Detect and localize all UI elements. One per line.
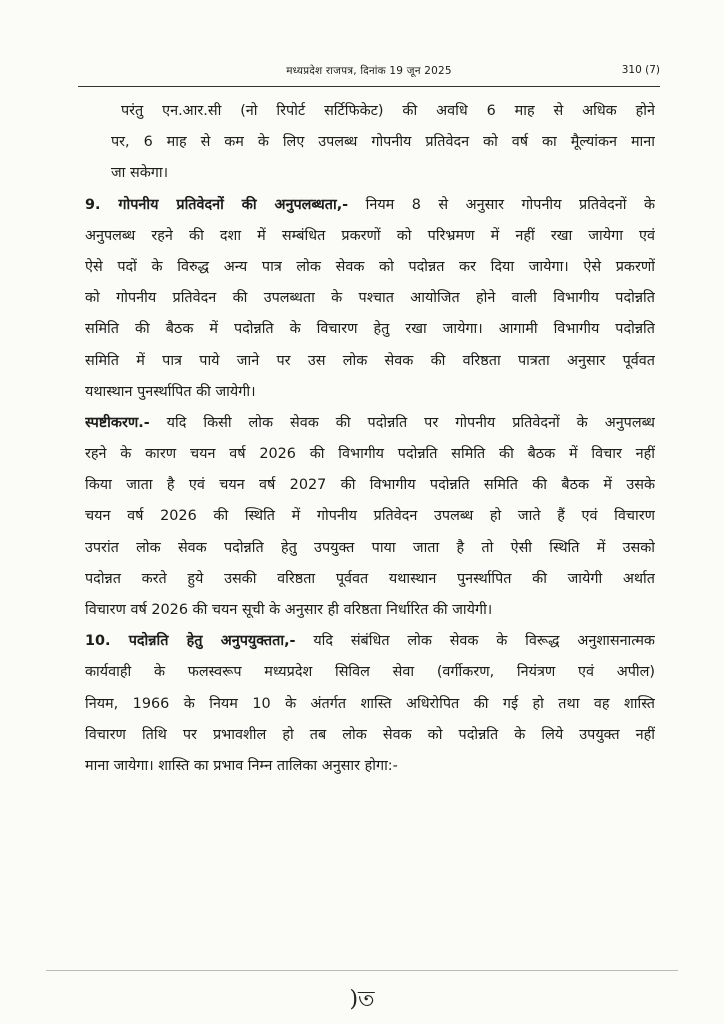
clarification-heading: स्पष्टीकरण.- — [85, 414, 150, 431]
gazette-title: मध्यप्रदेश राजपत्र, दिनांक 19 जून 2025 — [286, 65, 452, 77]
section-10-line: कार्यवाही के फलस्वरूप मध्यप्रदेश सिविल सेवा (वर्गीकरण, नियंत्रण एवं अपील) — [85, 664, 655, 681]
page-number: 310 (7) — [621, 64, 660, 76]
proviso-line: परंतु एन.आर.सी (नो रिपोर्ट सर्टिफिकेट) की अवधि 6 माह से अधिक होने — [121, 103, 655, 119]
clarification-line: विचारण वर्ष 2026 की चयन सूची के अनुसार ही वरिष्ठता निर्धारित की जायेगी। — [85, 602, 493, 618]
section-9-text: नियम 8 से अनुसार गोपनीय प्रतिवेदनों के — [348, 196, 655, 213]
header-divider — [78, 86, 660, 87]
section-9-line: को गोपनीय प्रतिवेदन की उपलब्धता के पश्चात आयोजित होने वाली विभागीय पदोन्नति — [85, 290, 655, 307]
section-9-line: ऐसे पदों के विरुद्ध अन्य पात्र लोक सेवक को पदोन्नत कर दिया जायेगा। ऐसे प्रकरणों — [85, 258, 655, 275]
section-9-heading: 9. गोपनीय प्रतिवेदनों की अनुपलब्धता,- — [85, 196, 349, 213]
section-10-line: माना जायेगा। शास्ति का प्रभाव निम्न तालिका अनुसार होगा:- — [85, 757, 398, 774]
proviso-line: जा सकेगा। — [111, 165, 169, 182]
footer-divider — [46, 970, 678, 971]
section-9-line: समिति में पात्र पाये जाने पर उस लोक सेवक की वरिष्ठता पात्रता अनुसार पूर्ववत — [85, 352, 655, 369]
section-9-line: समिति की बैठक में पदोन्नति के विचारण हेतु रखा जायेगा। आगामी विभागीय पदोन्नति — [85, 321, 655, 338]
section-10-line: विचारण तिथि पर प्रभावशील हो तब लोक सेवक को पदोन्नति के लिये उपयुक्त नहीं — [85, 726, 655, 743]
document-body — [85, 96, 655, 782]
clarification-line: रहने के कारण चयन वर्ष 2026 की विभागीय पदोन्नति समिति की बैठक में विचार नहीं — [85, 446, 655, 463]
clarification-line: पदोन्नत करते हुये उसकी वरिष्ठता पूर्ववत यथास्थान पुनर्स्थापित की जायेगी अर्थात — [85, 570, 655, 587]
clarification-line: किया जाता है एवं चयन वर्ष 2027 की विभागीय पदोन्नति समिति की बैठक में उसके — [85, 477, 655, 494]
page-header — [78, 64, 660, 84]
section-10-first-line — [85, 626, 655, 657]
handwritten-page-mark: )ত — [349, 987, 375, 1012]
section-10-text: यदि संबंधित लोक सेवक के विरूद्ध अनुशासनात्मक — [295, 633, 655, 650]
clarification-line: चयन वर्ष 2026 की स्थिति में गोपनीय प्रतिवेदन उपलब्ध हो जाते हैं एवं विचारण — [85, 508, 655, 525]
section-10-line: नियम, 1966 के नियम 10 के अंतर्गत शास्ति अधिरोपित की गई हो तथा वह शास्ति — [85, 695, 655, 712]
section-9-line: यथास्थान पुनर्स्थापित की जायेगी। — [85, 383, 256, 400]
clarification-first-line — [85, 408, 655, 439]
clarification-text: यदि किसी लोक सेवक की पदोन्नति पर गोपनीय प्रतिवेदनों के अनुपलब्ध — [149, 414, 655, 431]
section-9-line: अनुपलब्ध रहने की दशा में सम्बंधित प्रकरणों को परिभ्रमण में नहीं रखा जायेगा एवं — [85, 227, 655, 244]
proviso-line: पर, 6 माह से कम के लिए उपलब्ध गोपनीय प्रतिवेदन को वर्ष का मूैल्यांकन माना — [111, 134, 655, 151]
section-9-first-line — [85, 190, 655, 221]
clarification-line: उपरांत लोक सेवक पदोन्नति हेतु उपयुक्त पाया जाता है तो ऐसी स्थिति में उसको — [85, 539, 655, 556]
section-10-heading: 10. पदोन्नति हेतु अनुपयुक्तता,- — [85, 633, 296, 650]
